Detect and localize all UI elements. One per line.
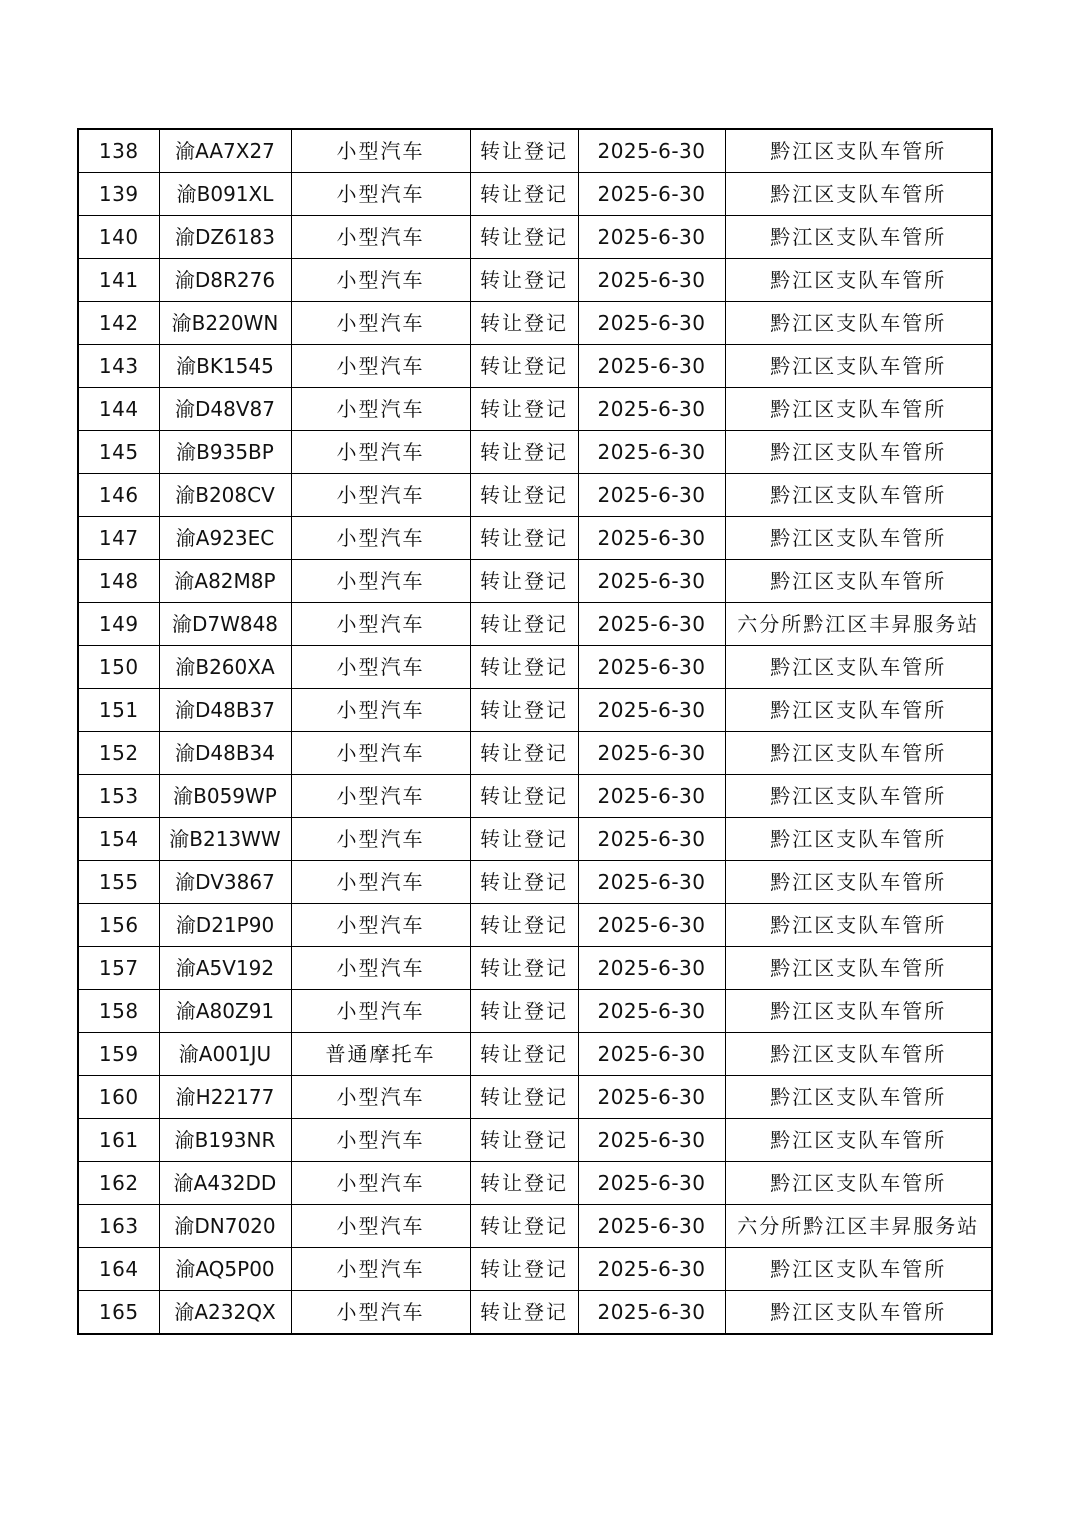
vehicle-type-cell: 小型汽车: [291, 388, 470, 431]
business-type-cell: 转让登记: [470, 560, 578, 603]
date-cell: 2025-6-30: [578, 1162, 725, 1205]
office-cell: 黔江区支队车管所: [725, 216, 992, 259]
office-cell: 黔江区支队车管所: [725, 302, 992, 345]
plate-number-cell: 渝BK1545: [159, 345, 291, 388]
table-row: [78, 302, 992, 345]
row-number-cell: 165: [78, 1291, 159, 1335]
table-row: [78, 431, 992, 474]
row-number-cell: 150: [78, 646, 159, 689]
vehicle-type-cell: 小型汽车: [291, 904, 470, 947]
date-cell: 2025-6-30: [578, 947, 725, 990]
row-number-cell: 152: [78, 732, 159, 775]
table-row: [78, 259, 992, 302]
plate-number-cell: 渝AA7X27: [159, 129, 291, 173]
business-type-cell: 转让登记: [470, 818, 578, 861]
business-type-cell: 转让登记: [470, 302, 578, 345]
business-type-cell: 转让登记: [470, 517, 578, 560]
vehicle-type-cell: 小型汽车: [291, 173, 470, 216]
plate-number-cell: 渝D8R276: [159, 259, 291, 302]
office-cell: 黔江区支队车管所: [725, 259, 992, 302]
office-cell: 黔江区支队车管所: [725, 560, 992, 603]
table-row: [78, 173, 992, 216]
plate-number-cell: 渝AQ5P00: [159, 1248, 291, 1291]
vehicle-type-cell: 小型汽车: [291, 431, 470, 474]
plate-number-cell: 渝D21P90: [159, 904, 291, 947]
row-number-cell: 164: [78, 1248, 159, 1291]
plate-number-cell: 渝B220WN: [159, 302, 291, 345]
row-number-cell: 148: [78, 560, 159, 603]
plate-number-cell: 渝A5V192: [159, 947, 291, 990]
plate-number-cell: 渝D7W848: [159, 603, 291, 646]
plate-number-cell: 渝D48B34: [159, 732, 291, 775]
office-cell: 黔江区支队车管所: [725, 904, 992, 947]
row-number-cell: 157: [78, 947, 159, 990]
plate-number-cell: 渝B091XL: [159, 173, 291, 216]
table-row: [78, 345, 992, 388]
date-cell: 2025-6-30: [578, 689, 725, 732]
office-cell: 黔江区支队车管所: [725, 431, 992, 474]
table-row: [78, 129, 992, 173]
plate-number-cell: 渝B935BP: [159, 431, 291, 474]
row-number-cell: 160: [78, 1076, 159, 1119]
vehicle-type-cell: 小型汽车: [291, 302, 470, 345]
row-number-cell: 147: [78, 517, 159, 560]
office-cell: 黔江区支队车管所: [725, 1248, 992, 1291]
row-number-cell: 156: [78, 904, 159, 947]
vehicle-type-cell: 小型汽车: [291, 646, 470, 689]
office-cell: 黔江区支队车管所: [725, 1076, 992, 1119]
date-cell: 2025-6-30: [578, 216, 725, 259]
table-row: [78, 818, 992, 861]
office-cell: 黔江区支队车管所: [725, 345, 992, 388]
vehicle-type-cell: 小型汽车: [291, 1291, 470, 1335]
plate-number-cell: 渝A80Z91: [159, 990, 291, 1033]
date-cell: 2025-6-30: [578, 603, 725, 646]
registration-table-body: [78, 129, 992, 1334]
table-row: [78, 560, 992, 603]
plate-number-cell: 渝D48B37: [159, 689, 291, 732]
plate-number-cell: 渝A001JU: [159, 1033, 291, 1076]
date-cell: 2025-6-30: [578, 388, 725, 431]
row-number-cell: 143: [78, 345, 159, 388]
table-row: [78, 732, 992, 775]
row-number-cell: 162: [78, 1162, 159, 1205]
office-cell: 黔江区支队车管所: [725, 129, 992, 173]
row-number-cell: 144: [78, 388, 159, 431]
date-cell: 2025-6-30: [578, 1205, 725, 1248]
office-cell: 黔江区支队车管所: [725, 517, 992, 560]
plate-number-cell: 渝B193NR: [159, 1119, 291, 1162]
row-number-cell: 140: [78, 216, 159, 259]
office-cell: 黔江区支队车管所: [725, 1119, 992, 1162]
table-row: [78, 216, 992, 259]
row-number-cell: 155: [78, 861, 159, 904]
table-row: [78, 517, 992, 560]
office-cell: 黔江区支队车管所: [725, 818, 992, 861]
business-type-cell: 转让登记: [470, 1033, 578, 1076]
date-cell: 2025-6-30: [578, 345, 725, 388]
business-type-cell: 转让登记: [470, 603, 578, 646]
business-type-cell: 转让登记: [470, 990, 578, 1033]
table-row: [78, 474, 992, 517]
plate-number-cell: 渝DV3867: [159, 861, 291, 904]
date-cell: 2025-6-30: [578, 818, 725, 861]
office-cell: 黔江区支队车管所: [725, 732, 992, 775]
table-row: [78, 1162, 992, 1205]
vehicle-type-cell: 小型汽车: [291, 818, 470, 861]
vehicle-type-cell: 普通摩托车: [291, 1033, 470, 1076]
date-cell: 2025-6-30: [578, 517, 725, 560]
plate-number-cell: 渝B059WP: [159, 775, 291, 818]
table-row: [78, 1205, 992, 1248]
table-row: [78, 1248, 992, 1291]
business-type-cell: 转让登记: [470, 1119, 578, 1162]
vehicle-type-cell: 小型汽车: [291, 560, 470, 603]
business-type-cell: 转让登记: [470, 129, 578, 173]
business-type-cell: 转让登记: [470, 474, 578, 517]
business-type-cell: 转让登记: [470, 1291, 578, 1335]
date-cell: 2025-6-30: [578, 173, 725, 216]
business-type-cell: 转让登记: [470, 904, 578, 947]
office-cell: 黔江区支队车管所: [725, 775, 992, 818]
date-cell: 2025-6-30: [578, 1291, 725, 1335]
date-cell: 2025-6-30: [578, 1119, 725, 1162]
vehicle-type-cell: 小型汽车: [291, 1119, 470, 1162]
vehicle-type-cell: 小型汽车: [291, 990, 470, 1033]
plate-number-cell: 渝D48V87: [159, 388, 291, 431]
row-number-cell: 141: [78, 259, 159, 302]
row-number-cell: 151: [78, 689, 159, 732]
registration-table: [77, 128, 993, 1335]
vehicle-type-cell: 小型汽车: [291, 1248, 470, 1291]
business-type-cell: 转让登记: [470, 1162, 578, 1205]
table-row: [78, 689, 992, 732]
office-cell: 黔江区支队车管所: [725, 646, 992, 689]
table-row: [78, 775, 992, 818]
row-number-cell: 153: [78, 775, 159, 818]
business-type-cell: 转让登记: [470, 689, 578, 732]
date-cell: 2025-6-30: [578, 1248, 725, 1291]
office-cell: 黔江区支队车管所: [725, 689, 992, 732]
business-type-cell: 转让登记: [470, 173, 578, 216]
business-type-cell: 转让登记: [470, 345, 578, 388]
vehicle-type-cell: 小型汽车: [291, 947, 470, 990]
vehicle-type-cell: 小型汽车: [291, 1076, 470, 1119]
row-number-cell: 158: [78, 990, 159, 1033]
office-cell: 黔江区支队车管所: [725, 474, 992, 517]
business-type-cell: 转让登记: [470, 259, 578, 302]
date-cell: 2025-6-30: [578, 861, 725, 904]
vehicle-type-cell: 小型汽车: [291, 474, 470, 517]
office-cell: 黔江区支队车管所: [725, 861, 992, 904]
office-cell: 黔江区支队车管所: [725, 1162, 992, 1205]
vehicle-type-cell: 小型汽车: [291, 345, 470, 388]
plate-number-cell: 渝A923EC: [159, 517, 291, 560]
office-cell: 黔江区支队车管所: [725, 947, 992, 990]
date-cell: 2025-6-30: [578, 560, 725, 603]
row-number-cell: 145: [78, 431, 159, 474]
business-type-cell: 转让登记: [470, 775, 578, 818]
office-cell: 黔江区支队车管所: [725, 388, 992, 431]
date-cell: 2025-6-30: [578, 129, 725, 173]
office-cell: 黔江区支队车管所: [725, 173, 992, 216]
table-row: [78, 646, 992, 689]
plate-number-cell: 渝A82M8P: [159, 560, 291, 603]
date-cell: 2025-6-30: [578, 646, 725, 689]
vehicle-type-cell: 小型汽车: [291, 689, 470, 732]
vehicle-type-cell: 小型汽车: [291, 216, 470, 259]
date-cell: 2025-6-30: [578, 990, 725, 1033]
table-row: [78, 904, 992, 947]
vehicle-type-cell: 小型汽车: [291, 517, 470, 560]
date-cell: 2025-6-30: [578, 474, 725, 517]
table-row: [78, 947, 992, 990]
plate-number-cell: 渝H22177: [159, 1076, 291, 1119]
business-type-cell: 转让登记: [470, 646, 578, 689]
row-number-cell: 142: [78, 302, 159, 345]
table-row: [78, 1076, 992, 1119]
row-number-cell: 149: [78, 603, 159, 646]
business-type-cell: 转让登记: [470, 947, 578, 990]
business-type-cell: 转让登记: [470, 1076, 578, 1119]
table-row: [78, 1291, 992, 1335]
table-row: [78, 388, 992, 431]
row-number-cell: 161: [78, 1119, 159, 1162]
table-row: [78, 603, 992, 646]
business-type-cell: 转让登记: [470, 1248, 578, 1291]
business-type-cell: 转让登记: [470, 388, 578, 431]
vehicle-type-cell: 小型汽车: [291, 1205, 470, 1248]
vehicle-type-cell: 小型汽车: [291, 732, 470, 775]
vehicle-type-cell: 小型汽车: [291, 775, 470, 818]
row-number-cell: 159: [78, 1033, 159, 1076]
date-cell: 2025-6-30: [578, 732, 725, 775]
vehicle-type-cell: 小型汽车: [291, 259, 470, 302]
business-type-cell: 转让登记: [470, 1205, 578, 1248]
table-row: [78, 1119, 992, 1162]
office-cell: 六分所黔江区丰昇服务站: [725, 1205, 992, 1248]
business-type-cell: 转让登记: [470, 216, 578, 259]
vehicle-type-cell: 小型汽车: [291, 1162, 470, 1205]
row-number-cell: 139: [78, 173, 159, 216]
table-row: [78, 990, 992, 1033]
plate-number-cell: 渝DN7020: [159, 1205, 291, 1248]
plate-number-cell: 渝B260XA: [159, 646, 291, 689]
row-number-cell: 154: [78, 818, 159, 861]
table-row: [78, 861, 992, 904]
row-number-cell: 146: [78, 474, 159, 517]
date-cell: 2025-6-30: [578, 302, 725, 345]
date-cell: 2025-6-30: [578, 1076, 725, 1119]
business-type-cell: 转让登记: [470, 431, 578, 474]
date-cell: 2025-6-30: [578, 775, 725, 818]
plate-number-cell: 渝B213WW: [159, 818, 291, 861]
office-cell: 六分所黔江区丰昇服务站: [725, 603, 992, 646]
plate-number-cell: 渝A432DD: [159, 1162, 291, 1205]
date-cell: 2025-6-30: [578, 431, 725, 474]
office-cell: 黔江区支队车管所: [725, 1033, 992, 1076]
row-number-cell: 138: [78, 129, 159, 173]
vehicle-type-cell: 小型汽车: [291, 861, 470, 904]
vehicle-type-cell: 小型汽车: [291, 129, 470, 173]
date-cell: 2025-6-30: [578, 1033, 725, 1076]
row-number-cell: 163: [78, 1205, 159, 1248]
business-type-cell: 转让登记: [470, 861, 578, 904]
date-cell: 2025-6-30: [578, 259, 725, 302]
business-type-cell: 转让登记: [470, 732, 578, 775]
vehicle-type-cell: 小型汽车: [291, 603, 470, 646]
office-cell: 黔江区支队车管所: [725, 1291, 992, 1335]
plate-number-cell: 渝B208CV: [159, 474, 291, 517]
table-row: [78, 1033, 992, 1076]
plate-number-cell: 渝A232QX: [159, 1291, 291, 1335]
date-cell: 2025-6-30: [578, 904, 725, 947]
office-cell: 黔江区支队车管所: [725, 990, 992, 1033]
plate-number-cell: 渝DZ6183: [159, 216, 291, 259]
